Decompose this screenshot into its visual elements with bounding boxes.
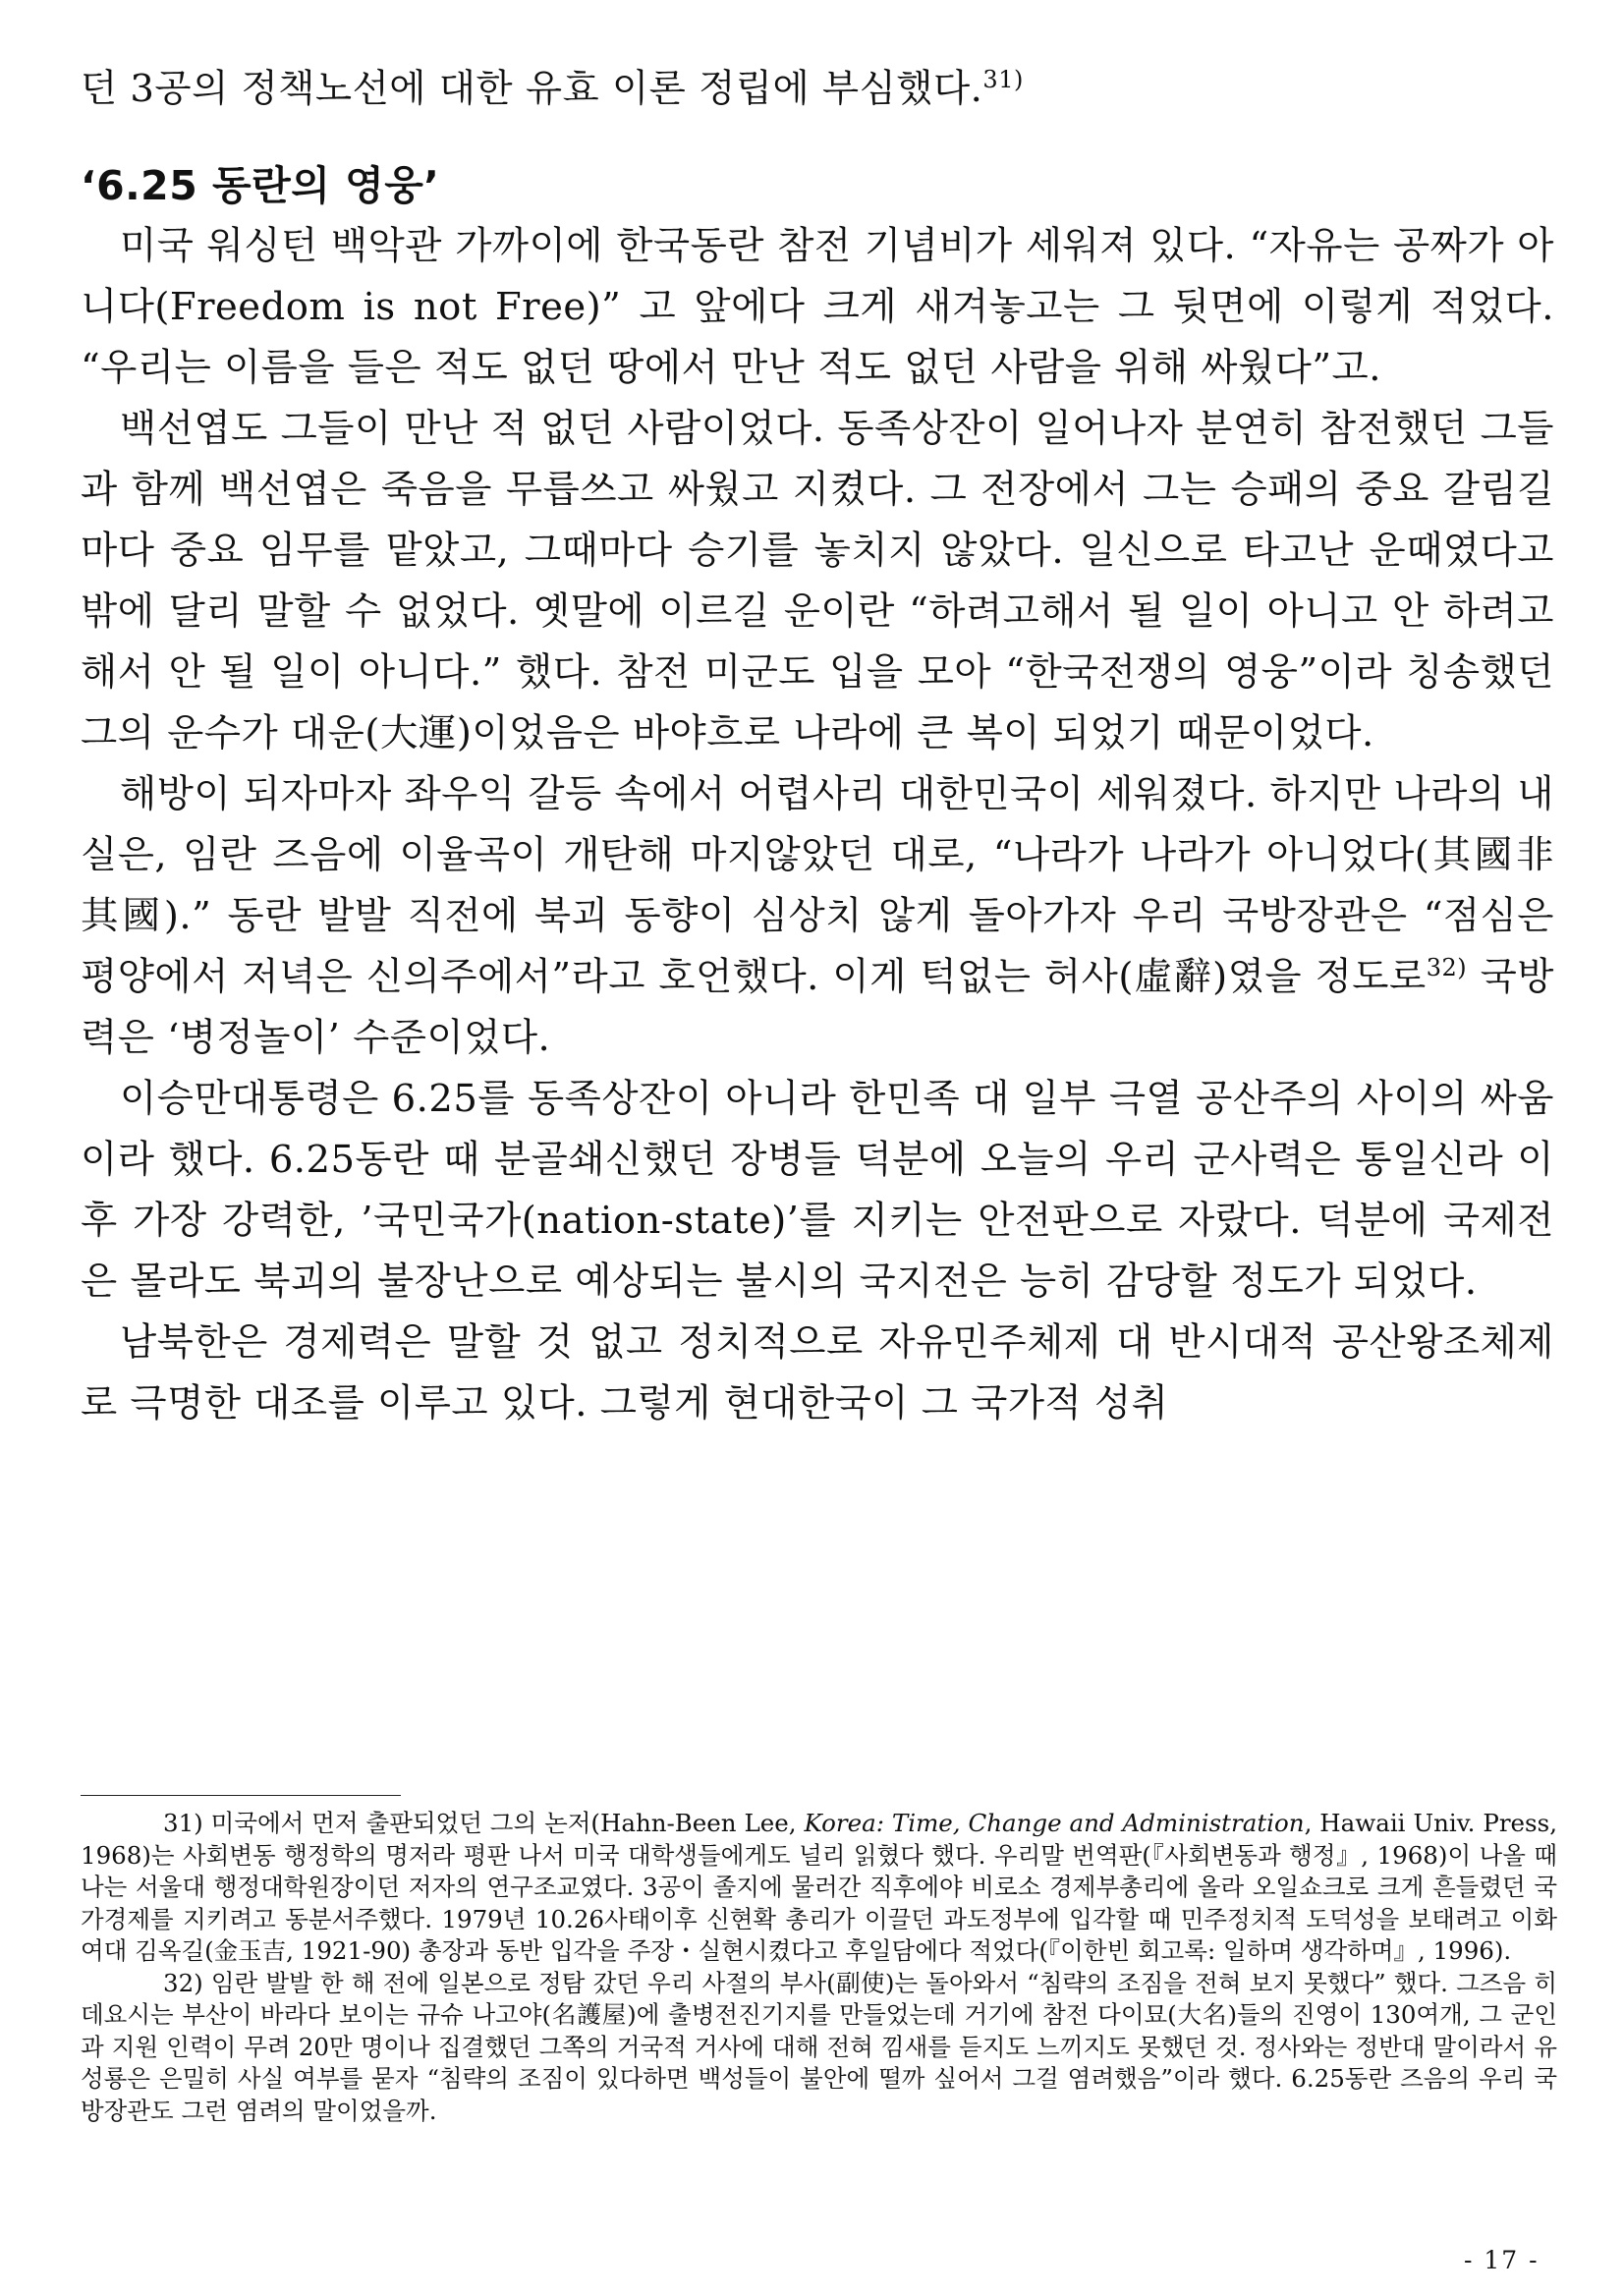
continuation-text: 던 3공의 정책노선에 대한 유효 이론 정립에 부심했다. bbox=[81, 67, 983, 111]
page-body bbox=[81, 59, 1554, 1434]
paragraph-1: 미국 워싱턴 백악관 가까이에 한국동란 참전 기념비가 세워져 있다. “자유는 공짜가 아니다(Freedom is not Free)” 고 앞에다 크게 새겨놓고는 그 뒷면에 이렇게 적었다. “우리는 이름을 들은 적도 없던 땅에서 만난 적도 없던 사람을 위해 싸웠다”고. bbox=[81, 224, 1554, 390]
main-text bbox=[81, 59, 1554, 1434]
footnote-31 bbox=[81, 1808, 1557, 1968]
continuation-paragraph bbox=[81, 59, 1554, 120]
paragraph-3-text-a: 해방이 되자마자 좌우익 갈등 속에서 어렵사리 대한민국이 세워졌다. 하지만 나라의 내실은, 임란 즈음에 이율곡이 개탄해 마지않았던 대로, “나라가 나라가 아니었다(其國非其國).” 동란 발발 직전에 북괴 동향이 심상치 않게 돌아가자 우리 국방장관은 “점심은 평양에서 저녁은 신의주에서”라고 호언했다. 이게 턱없는 허사(虛辭)였을 정도로 bbox=[81, 772, 1554, 999]
section-heading: ‘6.25 동란의 영웅’ bbox=[81, 162, 440, 209]
paragraph-4: 이승만대통령은 6.25를 동족상잔이 아니라 한민족 대 일부 극열 공산주의 사이의 싸움이라 했다. 6.25동란 때 분골쇄신했던 장병들 덕분에 오늘의 우리 군사력은 통일신라 이후 가장 강력한, ’국민국가(nation-state)’를 지키는 안전판으로 자랐다. 덕분에 국제전은 몰라도 북괴의 불장난으로 예상되는 불시의 국지전은 능히 감당할 정도가 되었다. bbox=[81, 1077, 1554, 1304]
footnote-divider bbox=[81, 1795, 401, 1796]
paragraph-3 bbox=[81, 764, 1554, 1069]
footnote-32: 32) 임란 발발 한 해 전에 일본으로 정탐 갔던 우리 사절의 부사(副使)는 돌아와서 “침략의 조짐을 전혀 보지 못했다” 했다. 그즈음 히데요시는 부산이 바라다 보이는 규슈 나고야(名護屋)에 출병전진기지를 만들었는데 거기에 참전 다이묘(大名)들의 진영이 130여개, 그 군인과 지원 인력이 무려 20만 명이나 집결했던 그쪽의 거국적 거사에 대해 전혀 낌새를 듣지도 느끼지도 못했던 것. 정사와는 정반대 말이라서 유성룡은 은밀히 사실 여부를 묻자 “침략의 조짐이 있다하면 백성들이 불안에 떨까 싶어서 그걸 염려했음”이라 했다. 6.25동란 즈음의 우리 국방장관도 그런 염려의 말이었을까. bbox=[81, 1968, 1557, 2125]
footnote-31-text-a: 31) 미국에서 먼저 출판되었던 그의 논저(Hahn-Been Lee, bbox=[163, 1809, 805, 1837]
footnotes bbox=[81, 1808, 1557, 2127]
paragraph-2: 백선엽도 그들이 만난 적 없던 사람이었다. 동족상잔이 일어나자 분연히 참전했던 그들과 함께 백선엽은 죽음을 무릅쓰고 싸웠고 지켰다. 그 전장에서 그는 승패의 중요 갈림길마다 중요 임무를 맡았고, 그때마다 승기를 놓치지 않았다. 일신으로 타고난 운때였다고 밖에 달리 말할 수 없었다. 옛말에 이르길 운이란 “하려고해서 될 일이 아니고 안 하려고 해서 안 될 일이 아니다.” 했다. 참전 미군도 입을 모아 “한국전쟁의 영웅”이라 칭송했던 그의 운수가 대운(大運)이었음은 바야흐로 나라에 큰 복이 되었기 때문이었다. bbox=[81, 407, 1554, 756]
paragraph-5: 남북한은 경제력은 말할 것 없고 정치적으로 자유민주체제 대 반시대적 공산왕조체제로 극명한 대조를 이루고 있다. 그렇게 현대한국이 그 국가적 성취 bbox=[81, 1320, 1554, 1426]
footnote-31-book-title: Korea: Time, Change and Administration bbox=[804, 1809, 1305, 1837]
footnote-ref-31[interactable]: 31) bbox=[982, 66, 1024, 93]
paragraph-3-text-b: 국방력은 ‘병정놀이’ 수준이었다. bbox=[81, 955, 1554, 1060]
page-number: - 17 - bbox=[1464, 2246, 1540, 2274]
footnote-ref-32[interactable]: 32) bbox=[1426, 954, 1468, 981]
footnote-31-text-b: , Hawaii Univ. Press, 1968)는 사회변동 행정학의 명저라 평판 나서 미국 대학생들에게도 널리 읽혔다 했다. 우리말 번역판(『사회변동과 행정』, 1968)이 나올 때 나는 서울대 행정대학원장이던 저자의 연구조교였다. 3공이 졸지에 물러간 직후에야 비로소 경제부총리에 올라 오일쇼크로 크게 흔들렸던 국가경제를 지키려고 동분서주했다. 1979년 10.26사태이후 신현확 총리가 이끌던 과도정부에 입각할 때 민주정치적 도덕성을 보태려고 이화여대 김옥길(金玉吉, 1921-90) 총장과 동반 입각을 주장・실현시켰다고 후일담에다 적었다(『이한빈 회고록: 일하며 생각하며』, 1996). bbox=[81, 1809, 1557, 1965]
